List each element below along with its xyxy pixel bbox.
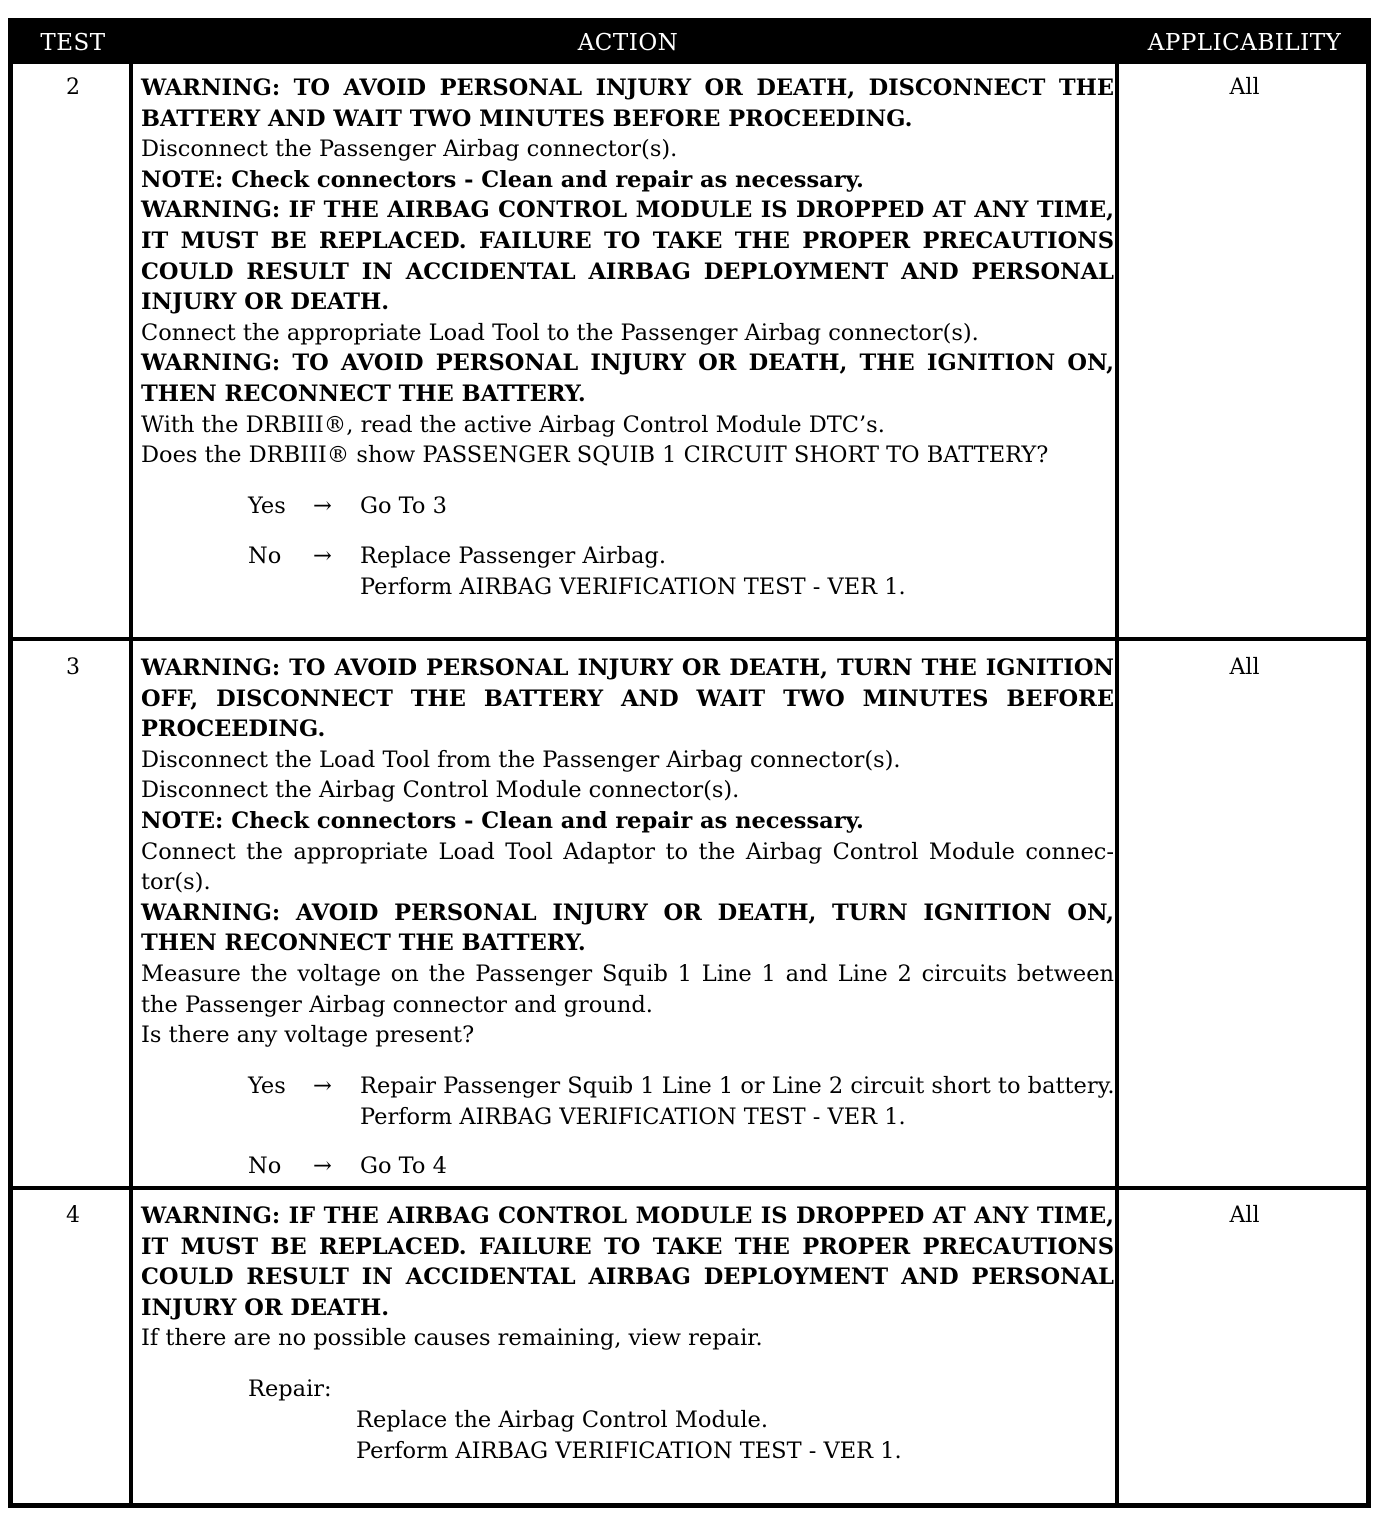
repair-label: Repair: [248, 1375, 332, 1402]
warning-text: WARNING: TO AVOID PERSONAL INJURY OR DEATH, TURN THE IGNITION OFF, DISCONNECT THE BATTERY AND WAIT TWO MINUTES BEFORE PROCEEDING. [141, 655, 1114, 743]
instruction-text: Connect the appropriate Load Tool Adaptor to the Airbag Control Module connector(s). [141, 838, 1114, 896]
warning-text: WARNING: AVOID PERSONAL INJURY OR DEATH, TURN IGNITION ON, THEN RECONNECT THE BATTERY. [141, 899, 1114, 957]
arrow-icon: → [313, 543, 332, 570]
arrow-icon: → [313, 1152, 332, 1179]
test-number: 4 [66, 1203, 80, 1228]
row-divider [13, 1186, 1366, 1190]
no-label: No [248, 543, 282, 570]
action-cell [141, 653, 1114, 1181]
arrow-icon: → [313, 1072, 332, 1099]
repair-step: Replace the Airbag Control Module. [356, 1406, 768, 1433]
warning-text: WARNING: IF THE AIRBAG CONTROL MODULE IS DROPPED AT ANY TIME, IT MUST BE REPLACED. FAILURE TO TAKE THE PROPER PRECAUTIONS COULD RESULT IN ACCIDENTAL AIRBAG DEPLOYMENT AND PERSONAL INJURY OR DEATH. [141, 1203, 1114, 1321]
test-table [8, 18, 1371, 1508]
test-number: 2 [66, 75, 80, 100]
instruction-text: If there are no possible causes remaining, view repair. [141, 1325, 763, 1352]
question-text: Is there any voltage present? [141, 1022, 475, 1049]
header-test: TEST [40, 30, 106, 56]
note-text: NOTE: Check connectors - Clean and repair as necessary. [141, 166, 864, 193]
arrow-icon: → [313, 492, 332, 519]
note-text: NOTE: Check connectors - Clean and repair as necessary. [141, 807, 864, 834]
no-action-followup: Perform AIRBAG VERIFICATION TEST - VER 1. [360, 574, 906, 601]
no-branch [141, 541, 1114, 603]
yes-action: Repair Passenger Squib 1 Line 1 or Line 2 circuit short to battery. [360, 1072, 1115, 1099]
instruction-text: Disconnect the Passenger Airbag connector(s). [141, 136, 678, 163]
repair-step: Perform AIRBAG VERIFICATION TEST - VER 1. [356, 1437, 902, 1464]
action-cell [141, 1201, 1114, 1466]
column-divider-test [129, 64, 133, 1504]
header-action: ACTION [577, 30, 679, 56]
applicability-value: All [1229, 1203, 1260, 1228]
no-label: No [248, 1152, 282, 1179]
yes-label: Yes [248, 492, 286, 519]
instruction-text: With the DRBIII®, read the active Airbag Control Module DTC’s. [141, 411, 885, 438]
header-applicability: APPLICABILITY [1147, 30, 1342, 56]
yes-action: Go To 3 [360, 492, 447, 519]
instruction-text: Disconnect the Load Tool from the Passenger Airbag connector(s). [141, 746, 901, 773]
instruction-text: Connect the appropriate Load Tool to the Passenger Airbag connector(s). [141, 319, 979, 346]
row-divider [13, 637, 1366, 641]
no-action: Replace Passenger Airbag. [360, 543, 666, 570]
instruction-text: Measure the voltage on the Passenger Squib 1 Line 1 and Line 2 circuits between the Passenger Airbag connector and ground. [141, 960, 1114, 1018]
instruction-text: Disconnect the Airbag Control Module connector(s). [141, 777, 740, 804]
yes-branch [141, 1071, 1114, 1133]
yes-branch [141, 491, 1114, 522]
yes-action-followup: Perform AIRBAG VERIFICATION TEST - VER 1. [360, 1103, 906, 1130]
no-branch [141, 1151, 1114, 1182]
applicability-value: All [1229, 655, 1260, 680]
warning-text: WARNING: TO AVOID PERSONAL INJURY OR DEATH, THE IGNITION ON, THEN RECONNECT THE BATTERY. [141, 350, 1114, 407]
repair-block [141, 1374, 1114, 1466]
table-header [13, 23, 1366, 64]
question-text: Does the DRBIII® show PASSENGER SQUIB 1 CIRCUIT SHORT TO BATTERY? [141, 442, 1049, 469]
column-divider-applicability [1115, 64, 1119, 1504]
applicability-value: All [1229, 75, 1260, 100]
yes-label: Yes [248, 1072, 286, 1099]
warning-text: WARNING: TO AVOID PERSONAL INJURY OR DEATH, DISCONNECT THE BATTERY AND WAIT TWO MINUTES BEFORE PROCEEDING. [141, 75, 1114, 132]
no-action: Go To 4 [360, 1152, 447, 1179]
action-cell [141, 73, 1114, 603]
test-number: 3 [66, 655, 80, 680]
warning-text: WARNING: IF THE AIRBAG CONTROL MODULE IS DROPPED AT ANY TIME, IT MUST BE REPLACED. FAILURE TO TAKE THE PROPER PRECAUTIONS COULD RESULT IN ACCIDENTAL AIRBAG DEPLOYMENT AND PERSONAL INJURY OR DEATH. [141, 197, 1114, 316]
